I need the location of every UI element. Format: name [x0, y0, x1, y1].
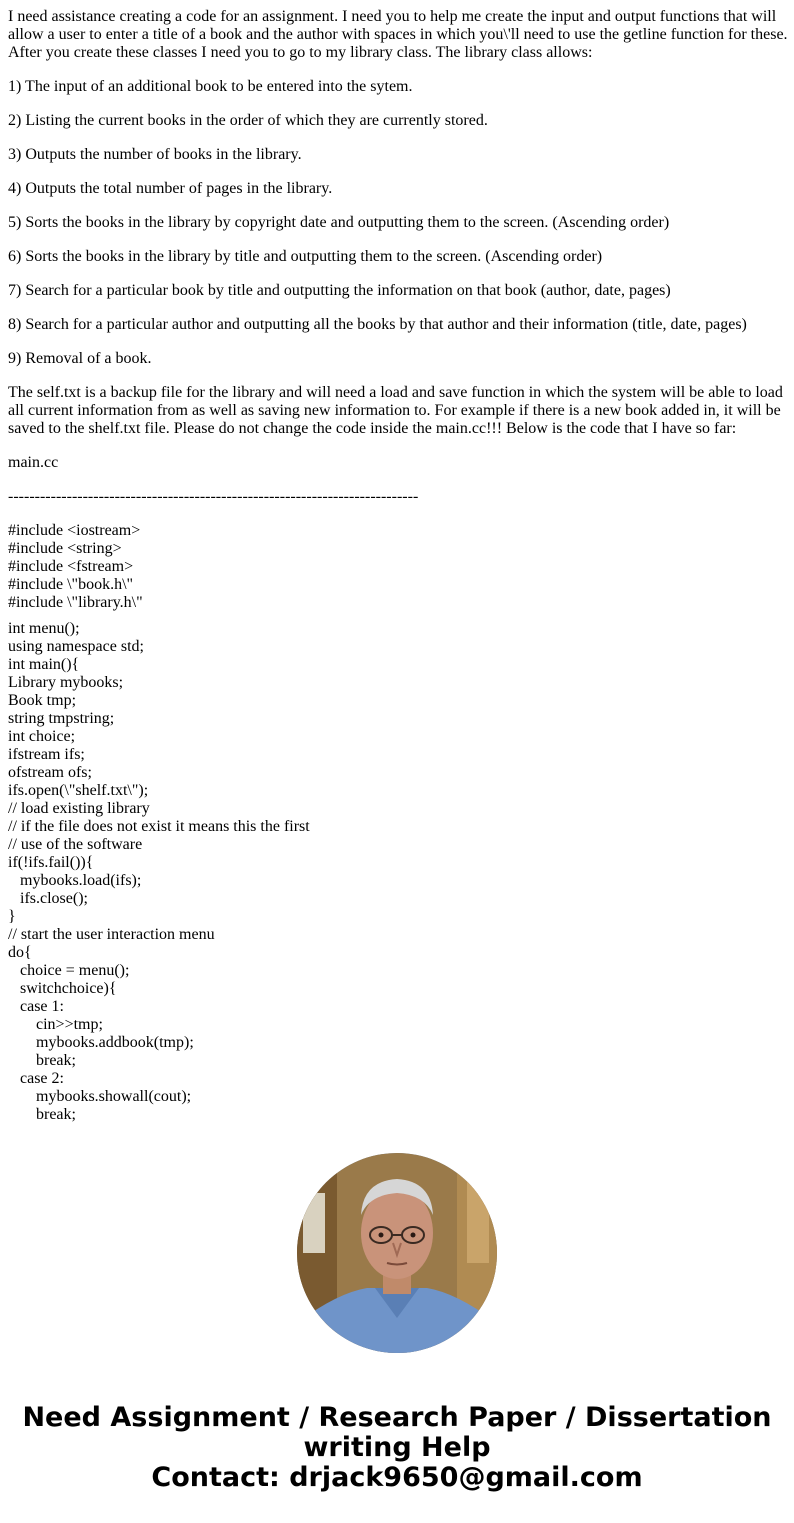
code-line: int main(){	[8, 656, 80, 673]
code-line: int menu();	[8, 620, 80, 637]
backup-note-paragraph: The self.txt is a backup file for the library and will need a load and save function in which the system will be able to load all current information from as well as saving new information to. For example if there is a new book added in, it will be saved to the shelf.txt file. Please do not change the code inside the main.cc!!! Below is the code that I have so far:	[8, 384, 783, 437]
code-block	[8, 620, 788, 1122]
code-line: // if the file does not exist it means this the first	[8, 818, 310, 835]
list-item: 3) Outputs the number of books in the library.	[8, 146, 302, 163]
person-portrait-icon	[297, 1153, 497, 1353]
code-line: ofstream ofs;	[8, 764, 92, 781]
code-line: mybooks.showall(cout);	[8, 1088, 192, 1105]
code-line: // load existing library	[8, 800, 150, 817]
code-line: #include <iostream>	[8, 522, 141, 539]
code-line: mybooks.load(ifs);	[8, 872, 142, 889]
separator-line: -----------------------------------------------------------------------------	[8, 488, 419, 505]
code-line: case 2:	[8, 1070, 64, 1087]
list-item: 2) Listing the current books in the order of which they are currently stored.	[8, 112, 488, 129]
list-item: 1) The input of an additional book to be entered into the sytem.	[8, 78, 413, 95]
avatar	[297, 1153, 497, 1353]
code-line: ifs.open(\"shelf.txt\");	[8, 782, 149, 799]
code-line: cin>>tmp;	[8, 1016, 103, 1033]
list-item: 8) Search for a particular author and outputting all the books by that author and their information (title, date, pages)	[8, 316, 747, 333]
list-item: 4) Outputs the total number of pages in the library.	[8, 180, 333, 197]
list-item: 5) Sorts the books in the library by copyright date and outputting them to the screen. (Ascending order)	[8, 214, 670, 231]
code-line: Book tmp;	[8, 692, 77, 709]
filename-label: main.cc	[8, 454, 59, 471]
intro-paragraph: I need assistance creating a code for an assignment. I need you to help me create the input and output functions that will allow a user to enter a title of a book and the author with spaces in which you\'ll need to use the getline function for these. After you create these classes I need you to go to my library class. The library class allows:	[8, 8, 788, 61]
code-line: #include <fstream>	[8, 558, 134, 575]
code-line: ifstream ifs;	[8, 746, 85, 763]
code-line: choice = menu();	[8, 962, 130, 979]
include-block	[8, 522, 788, 612]
code-line: string tmpstring;	[8, 710, 115, 727]
code-line: #include \"library.h\"	[8, 594, 143, 611]
list-item: 9) Removal of a book.	[8, 350, 152, 367]
code-line: #include \"book.h\"	[8, 576, 134, 593]
code-line: break;	[8, 1052, 76, 1069]
code-line: // use of the software	[8, 836, 143, 853]
code-line: ifs.close();	[8, 890, 88, 907]
code-line: case 1:	[8, 998, 64, 1015]
question-document	[8, 8, 788, 1122]
code-line: }	[8, 908, 16, 925]
code-line: do{	[8, 944, 32, 961]
code-line: Library mybooks;	[8, 674, 124, 691]
code-line: mybooks.addbook(tmp);	[8, 1034, 194, 1051]
footer-contact: Contact: drjack9650@gmail.com	[151, 1462, 643, 1493]
footer-headline: Need Assignment / Research Paper / Dissertation writing Help	[22, 1402, 772, 1463]
list-item: 6) Sorts the books in the library by title and outputting them to the screen. (Ascending order)	[8, 248, 603, 265]
code-line: if(!ifs.fail()){	[8, 854, 94, 871]
code-line: using namespace std;	[8, 638, 144, 655]
code-line: #include <string>	[8, 540, 122, 557]
code-line: int choice;	[8, 728, 76, 745]
list-item: 7) Search for a particular book by title and outputting the information on that book (author, date, pages)	[8, 282, 671, 299]
code-line: switchchoice){	[8, 980, 117, 997]
code-line: break;	[8, 1106, 76, 1122]
code-line: // start the user interaction menu	[8, 926, 215, 943]
footer-contact-banner	[0, 1403, 794, 1493]
